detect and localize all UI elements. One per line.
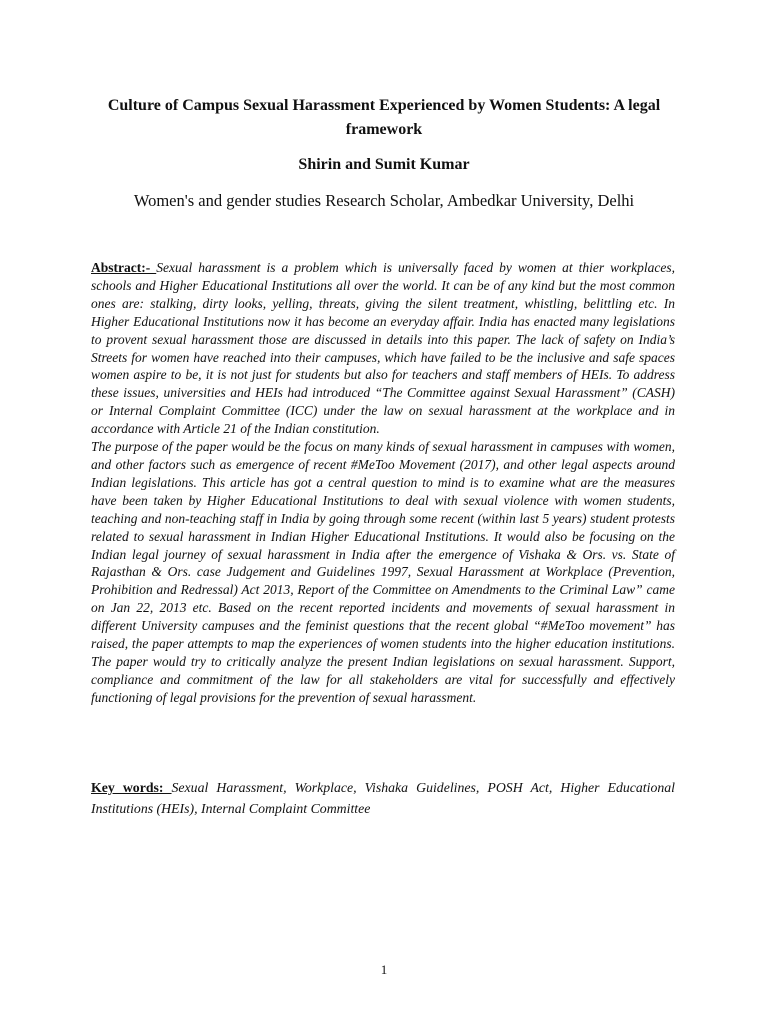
keywords-text: Sexual Harassment, Workplace, Vishaka Guidelines, POSH Act, Higher Educational Institutions (HEIs), Internal Complaint Committee <box>91 780 675 816</box>
abstract-paragraph-1 <box>91 259 675 438</box>
abstract-text-1: Sexual harassment is a problem which is universally faced by women at thier workplaces, schools and Higher Educational Institutions all over the world. It can be of any kind but the most common ones are: stalking, dirty looks, yelling, threats, giving the silent treatment, whistling, belittling etc. In Higher Educational Institutions now it has become an everyday affair. India has enacted many legislations to provent sexual harassment those are discussed in details into this paper. The lack of safety on India’s Streets for women have reached into their campuses, which have failed to be the inclusive and safe spaces women aspire to be, it is not just for students but also for teachers and staff members of HEIs. To address these issues, universities and HEIs had introduced “The Committee against Sexual Harassment” (CASH) or Internal Complaint Committee (ICC) under the law on sexual harassment at the workplace and in accordance with Article 21 of the Indian constitution. <box>91 260 675 437</box>
abstract-paragraph-2: The purpose of the paper would be the focus on many kinds of sexual harassment in campuses with women, and other factors such as emergence of recent #MeToo Movement (2017), and other legal aspects around Indian legislations. This article has got a central question to mind is to examine what are the measures have been taken by Higher Educational Institutions to deal with sexual violence with women students, teaching and non-teaching staff in India by going through some recent (within last 5 years) student protests related to sexual harassment in Indian Higher Educational Institutions. It would also be focusing on the Indian legal journey of sexual harassment in India after the emergence of Vishaka & Ors. vs. State of Rajasthan & Ors. case Judgement and Guidelines 1997, Sexual Harassment at Workplace (Prevention, Prohibition and Redressal) Act 2013, Report of the Committee on Amendments to the Criminal Law” came on Jan 22, 2013 etc. Based on the recent reported incidents and movements of sexual harassment in different University campuses and the feminist questions that the recent global “#MeToo movement” has raised, the paper attempts to map the experiences of women students into the higher education institutions. The paper would try to critically analyze the present Indian legislations on sexual harassment. Support, compliance and commitment of the law for all stakeholders are vital for successfully and effectively functioning of legal provisions for the prevention of sexual harassment. <box>91 439 675 705</box>
author-affiliation: Women's and gender studies Research Scholar, Ambedkar University, Delhi <box>133 191 635 210</box>
paper-authors: Shirin and Sumit Kumar <box>298 156 470 173</box>
abstract-section <box>91 259 675 707</box>
page-number: 1 <box>380 962 388 977</box>
keywords-label: Key words: <box>91 780 172 795</box>
abstract-label: Abstract:- <box>91 260 157 275</box>
keywords-section <box>91 777 675 819</box>
paper-title: Culture of Campus Sexual Harassment Experienced by Women Students: A legal framework <box>107 97 661 138</box>
